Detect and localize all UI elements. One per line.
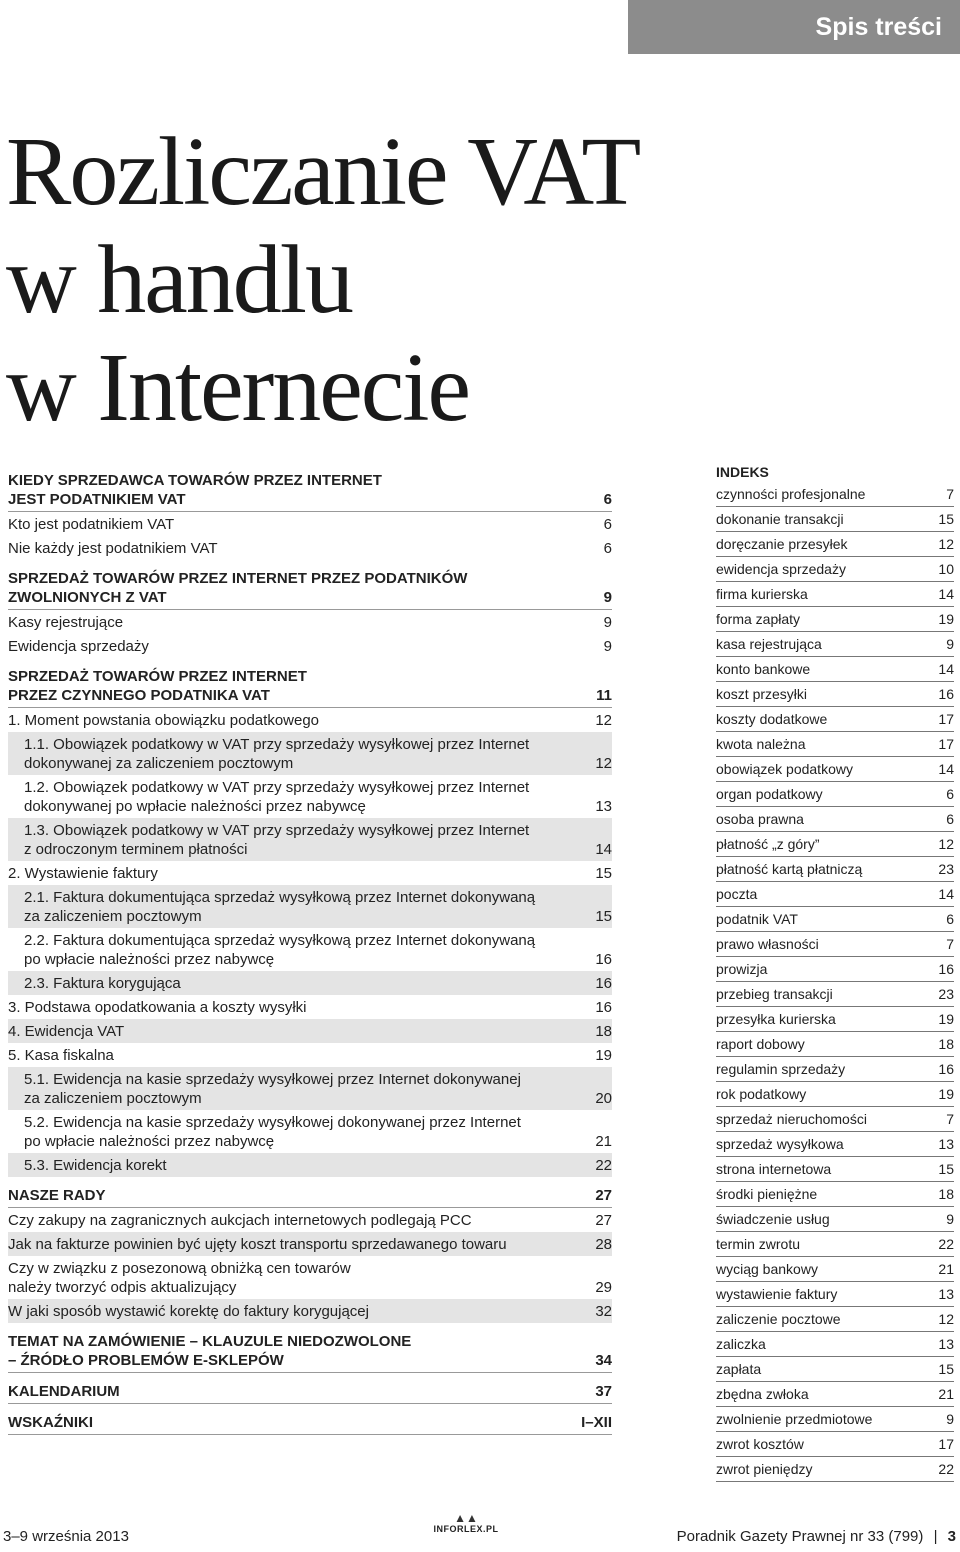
index-term: przebieg transakcji — [716, 985, 833, 1002]
toc-entry-page: 12 — [595, 754, 612, 772]
toc-entry-page: 12 — [595, 711, 612, 729]
index-page: 13 — [938, 1135, 954, 1152]
index-term: rok podatkowy — [716, 1085, 807, 1102]
toc-entry-title: KALENDARIUM — [8, 1382, 120, 1400]
index-entry — [716, 1082, 954, 1107]
toc-entry — [8, 1067, 612, 1110]
index-entry — [716, 757, 954, 782]
page-title — [6, 118, 639, 442]
index-entry — [716, 507, 954, 532]
index-term: raport dobowy — [716, 1035, 805, 1052]
toc-entry-page: 28 — [595, 1235, 612, 1253]
index-page: 10 — [938, 560, 954, 577]
toc-entry-title: Jak na fakturze powinien być ujęty koszt transportu sprzedawanego towaru — [8, 1235, 507, 1253]
toc-entry-title: KIEDY SPRZEDAWCA TOWARÓW PRZEZ INTERNET JEST PODATNIKIEM VAT — [8, 471, 382, 508]
index-page: 13 — [938, 1285, 954, 1302]
toc-entry-title: SPRZEDAŻ TOWARÓW PRZEZ INTERNET PRZEZ CZYNNEGO PODATNIKA VAT — [8, 667, 307, 704]
toc-entry-title: WSKAŹNIKI — [8, 1413, 93, 1431]
toc-entry-title: 5.3. Ewidencja korekt — [24, 1156, 167, 1174]
toc-entry-title: 1.3. Obowiązek podatkowy w VAT przy sprzedaży wysyłkowej przez Internet z odroczonym terminem płatności — [24, 821, 530, 858]
index-term: zaliczka — [716, 1335, 766, 1352]
index-term: osoba prawna — [716, 810, 804, 827]
footer-publication: Poradnik Gazety Prawnej nr 33 (799) — [676, 1528, 924, 1545]
footer-page-number: 3 — [947, 1528, 956, 1545]
index-term: termin zwrotu — [716, 1235, 801, 1252]
index-term: ewidencja sprzedaży — [716, 560, 846, 577]
toc-entry-title: 5.1. Ewidencja na kasie sprzedaży wysyłkowej przez Internet dokonywanej za zaliczeniem pocztowym — [24, 1070, 521, 1107]
toc-entry-page: 37 — [595, 1382, 612, 1400]
toc-entry-page: 16 — [595, 998, 612, 1016]
index-page: 12 — [938, 535, 954, 552]
index-page: 16 — [938, 960, 954, 977]
title-line: Rozliczanie VAT — [6, 118, 640, 226]
index-page: 23 — [938, 985, 954, 1002]
toc-entry-title: NASZE RADY — [8, 1186, 106, 1204]
index-entry — [716, 1457, 954, 1482]
toc-entry — [8, 1232, 612, 1256]
index-term: wyciąg bankowy — [716, 1260, 818, 1277]
toc-entry-page: 14 — [595, 840, 612, 858]
index-entry — [716, 982, 954, 1007]
toc-entry-page: 27 — [595, 1211, 612, 1229]
toc-entry-page: 22 — [595, 1156, 612, 1174]
index-term: prowizja — [716, 960, 768, 977]
index-term: konto bankowe — [716, 660, 811, 677]
index-entry — [716, 1432, 954, 1457]
toc-entry-page: 21 — [595, 1132, 612, 1150]
section-tab-label: Spis treści — [815, 13, 942, 41]
toc-entry-page: 15 — [595, 864, 612, 882]
toc-entry-title: 2.1. Faktura dokumentująca sprzedaż wysyłkową przez Internet dokonywaną za zaliczeniem pocztowym — [24, 888, 536, 925]
index-page: 21 — [938, 1385, 954, 1402]
toc-entry — [8, 1043, 612, 1067]
toc-entry-page: I–XII — [581, 1413, 612, 1431]
toc-entry — [8, 1256, 612, 1299]
index-panel — [716, 462, 954, 1482]
index-entry — [716, 1332, 954, 1357]
index-entry — [716, 1007, 954, 1032]
index-page: 9 — [946, 1410, 954, 1427]
index-page: 6 — [946, 810, 954, 827]
toc-section-heading — [8, 1183, 612, 1208]
index-entry — [716, 582, 954, 607]
index-term: regulamin sprzedaży — [716, 1060, 846, 1077]
index-page: 6 — [946, 910, 954, 927]
toc-entry-page: 19 — [595, 1046, 612, 1064]
index-page: 15 — [938, 1160, 954, 1177]
index-page: 7 — [946, 485, 954, 502]
logo-mark-icon: ▲▲ — [454, 1511, 478, 1525]
toc-section-heading — [8, 468, 612, 512]
footer-separator: | — [933, 1528, 938, 1545]
footer-date: 3–9 września 2013 — [3, 1528, 129, 1545]
index-term: środki pieniężne — [716, 1185, 818, 1202]
index-entry — [716, 1132, 954, 1157]
toc-entry-title: 1.2. Obowiązek podatkowy w VAT przy sprzedaży wysyłkowej przez Internet dokonywanej po wpłacie należności przez nabywcę — [24, 778, 530, 815]
toc-entry-page: 18 — [595, 1022, 612, 1040]
index-entry — [716, 782, 954, 807]
toc-entry-title: Kasy rejestrujące — [8, 613, 124, 631]
index-page: 14 — [938, 660, 954, 677]
index-entry — [716, 1207, 954, 1232]
toc-entry — [8, 512, 612, 536]
toc-entry — [8, 1153, 612, 1177]
toc-entry-title: 1.1. Obowiązek podatkowy w VAT przy sprzedaży wysyłkowej przez Internet dokonywanej za zaliczeniem pocztowym — [24, 735, 530, 772]
index-entry — [716, 1157, 954, 1182]
index-entry — [716, 482, 954, 507]
toc-entry-page: 20 — [595, 1089, 612, 1107]
index-term: wystawienie faktury — [716, 1285, 838, 1302]
index-page: 9 — [946, 1210, 954, 1227]
index-term: czynności profesjonalne — [716, 485, 866, 502]
toc-entry-page: 6 — [603, 515, 612, 533]
index-term: zbędna zwłoka — [716, 1385, 809, 1402]
index-entry — [716, 1382, 954, 1407]
toc-entry-page: 16 — [595, 950, 612, 968]
section-tab — [628, 0, 960, 54]
index-entry — [716, 957, 954, 982]
index-term: poczta — [716, 885, 758, 902]
publisher-logo — [420, 1512, 512, 1538]
index-entry — [716, 857, 954, 882]
index-page: 16 — [938, 685, 954, 702]
index-term: podatnik VAT — [716, 910, 798, 927]
toc-entry — [8, 634, 612, 658]
index-entry — [716, 657, 954, 682]
index-term: przesyłka kurierska — [716, 1010, 836, 1027]
toc-entry-page: 32 — [595, 1302, 612, 1320]
index-entry — [716, 1107, 954, 1132]
title-line: w Internecie — [6, 334, 469, 442]
toc-entry — [8, 971, 612, 995]
index-page: 14 — [938, 760, 954, 777]
index-term: zwrot pieniędzy — [716, 1460, 813, 1477]
index-term: zapłata — [716, 1360, 762, 1377]
toc-section-heading — [8, 1329, 612, 1373]
index-term: płatność „z góry” — [716, 835, 820, 852]
index-entry — [716, 1282, 954, 1307]
index-term: organ podatkowy — [716, 785, 823, 802]
index-entry — [716, 1257, 954, 1282]
toc-entry-title: 5.2. Ewidencja na kasie sprzedaży wysyłkowej dokonywanej przez Internet po wpłacie należności przez nabywcę — [24, 1113, 521, 1150]
toc-entry-page: 13 — [595, 797, 612, 815]
toc-entry-title: Czy zakupy na zagranicznych aukcjach internetowych podlegają PCC — [8, 1211, 472, 1229]
index-term: zwolnienie przedmiotowe — [716, 1410, 873, 1427]
index-entry — [716, 932, 954, 957]
toc-entry-title: Nie każdy jest podatnikiem VAT — [8, 539, 218, 557]
toc-entry-page: 16 — [595, 974, 612, 992]
index-term: strona internetowa — [716, 1160, 832, 1177]
index-page: 18 — [938, 1185, 954, 1202]
index-term: forma zapłaty — [716, 610, 801, 627]
toc-entry — [8, 995, 612, 1019]
toc-entry-page: 15 — [595, 907, 612, 925]
index-page: 7 — [946, 935, 954, 952]
toc-entry — [8, 1110, 612, 1153]
index-term: obowiązek podatkowy — [716, 760, 853, 777]
index-entry — [716, 882, 954, 907]
index-entry — [716, 707, 954, 732]
index-term: sprzedaż nieruchomości — [716, 1110, 867, 1127]
toc-entry — [8, 732, 612, 775]
index-term: kwota należna — [716, 735, 806, 752]
index-entry — [716, 607, 954, 632]
toc-entry-title: Kto jest podatnikiem VAT — [8, 515, 175, 533]
toc-entry-page: 11 — [596, 686, 612, 704]
index-page: 23 — [938, 860, 954, 877]
index-entry — [716, 1032, 954, 1057]
index-term: świadczenie usług — [716, 1210, 830, 1227]
index-page: 19 — [938, 610, 954, 627]
toc-section-heading — [8, 1379, 612, 1404]
toc-entry — [8, 1299, 612, 1323]
toc-entry — [8, 708, 612, 732]
toc-entry — [8, 1208, 612, 1232]
index-page: 19 — [938, 1085, 954, 1102]
index-entry — [716, 532, 954, 557]
index-entry — [716, 832, 954, 857]
index-entry — [716, 1232, 954, 1257]
index-term: dokonanie transakcji — [716, 510, 844, 527]
toc-section-heading — [8, 566, 612, 610]
index-entry — [716, 907, 954, 932]
index-term: koszty dodatkowe — [716, 710, 828, 727]
index-page: 19 — [938, 1010, 954, 1027]
toc-entry-page: 9 — [603, 613, 612, 631]
index-list — [716, 482, 954, 1482]
index-page: 22 — [938, 1460, 954, 1477]
index-page: 14 — [938, 585, 954, 602]
index-entry — [716, 732, 954, 757]
index-page: 17 — [938, 1435, 954, 1452]
toc-entry-page: 6 — [603, 539, 612, 557]
toc-entry-title: SPRZEDAŻ TOWARÓW PRZEZ INTERNET PRZEZ PODATNIKÓW ZWOLNIONYCH Z VAT — [8, 569, 468, 606]
index-entry — [716, 632, 954, 657]
index-entry — [716, 1182, 954, 1207]
index-page: 12 — [938, 1310, 954, 1327]
toc-entry-title: 2. Wystawienie faktury — [8, 864, 158, 882]
toc-entry-page: 9 — [603, 588, 612, 606]
toc-entry-title: 3. Podstawa opodatkowania a koszty wysyłki — [8, 998, 307, 1016]
index-page: 17 — [938, 710, 954, 727]
index-term: zwrot kosztów — [716, 1435, 804, 1452]
index-page: 9 — [946, 635, 954, 652]
index-entry — [716, 682, 954, 707]
index-term: sprzedaż wysyłkowa — [716, 1135, 844, 1152]
index-entry — [716, 1407, 954, 1432]
index-page: 12 — [938, 835, 954, 852]
index-page: 21 — [938, 1260, 954, 1277]
index-page: 17 — [938, 735, 954, 752]
toc-entry-title: 5. Kasa fiskalna — [8, 1046, 114, 1064]
index-entry — [716, 1307, 954, 1332]
index-entry — [716, 807, 954, 832]
logo-text: INFORLEX.PL — [433, 1524, 499, 1534]
toc-entry-title: W jaki sposób wystawić korektę do faktury korygującej — [8, 1302, 369, 1320]
toc-entry-page: 34 — [595, 1351, 612, 1369]
index-page: 15 — [938, 510, 954, 527]
index-entry — [716, 557, 954, 582]
toc-section-heading — [8, 664, 612, 708]
toc-entry-page: 27 — [595, 1186, 612, 1204]
index-entry — [716, 1357, 954, 1382]
footer-publication-info — [677, 1528, 956, 1545]
index-term: doręczanie przesyłek — [716, 535, 848, 552]
table-of-contents — [8, 462, 612, 1435]
toc-entry — [8, 885, 612, 928]
index-page: 6 — [946, 785, 954, 802]
index-page: 16 — [938, 1060, 954, 1077]
toc-entry-title: TEMAT NA ZAMÓWIENIE – KLAUZULE NIEDOZWOLONE – ŹRÓDŁO PROBLEMÓW E-SKLEPÓW — [8, 1332, 412, 1369]
toc-entry — [8, 775, 612, 818]
toc-entry-title: 1. Moment powstania obowiązku podatkowego — [8, 711, 320, 729]
toc-entry-page: 9 — [603, 637, 612, 655]
toc-entry — [8, 818, 612, 861]
toc-section-heading — [8, 1410, 612, 1435]
index-page: 13 — [938, 1335, 954, 1352]
title-line: w handlu — [6, 226, 352, 334]
toc-entry-title: 2.3. Faktura korygująca — [24, 974, 181, 992]
toc-entry-title: Czy w związku z posezonową obniżką cen towarów należy tworzyć odpis aktualizujący — [8, 1259, 351, 1296]
toc-entry — [8, 1019, 612, 1043]
index-page: 14 — [938, 885, 954, 902]
index-page: 18 — [938, 1035, 954, 1052]
index-term: koszt przesyłki — [716, 685, 808, 702]
index-term: firma kurierska — [716, 585, 808, 602]
index-page: 15 — [938, 1360, 954, 1377]
toc-entry — [8, 861, 612, 885]
toc-entry-title: 2.2. Faktura dokumentująca sprzedaż wysyłkową przez Internet dokonywaną po wpłacie należności przez nabywcę — [24, 931, 536, 968]
index-page: 22 — [938, 1235, 954, 1252]
toc-entry-title: 4. Ewidencja VAT — [8, 1022, 125, 1040]
index-term: płatność kartą płatniczą — [716, 860, 863, 877]
toc-entry — [8, 610, 612, 634]
toc-entry — [8, 928, 612, 971]
toc-entry-title: Ewidencja sprzedaży — [8, 637, 149, 655]
index-term: zaliczenie pocztowe — [716, 1310, 841, 1327]
index-entry — [716, 1057, 954, 1082]
index-term: kasa rejestrująca — [716, 635, 822, 652]
index-page: 7 — [946, 1110, 954, 1127]
toc-entry-page: 29 — [595, 1278, 612, 1296]
toc-entry-page: 6 — [603, 490, 612, 508]
index-term: prawo własności — [716, 935, 819, 952]
index-title: INDEKS — [716, 464, 769, 480]
toc-entry — [8, 536, 612, 560]
